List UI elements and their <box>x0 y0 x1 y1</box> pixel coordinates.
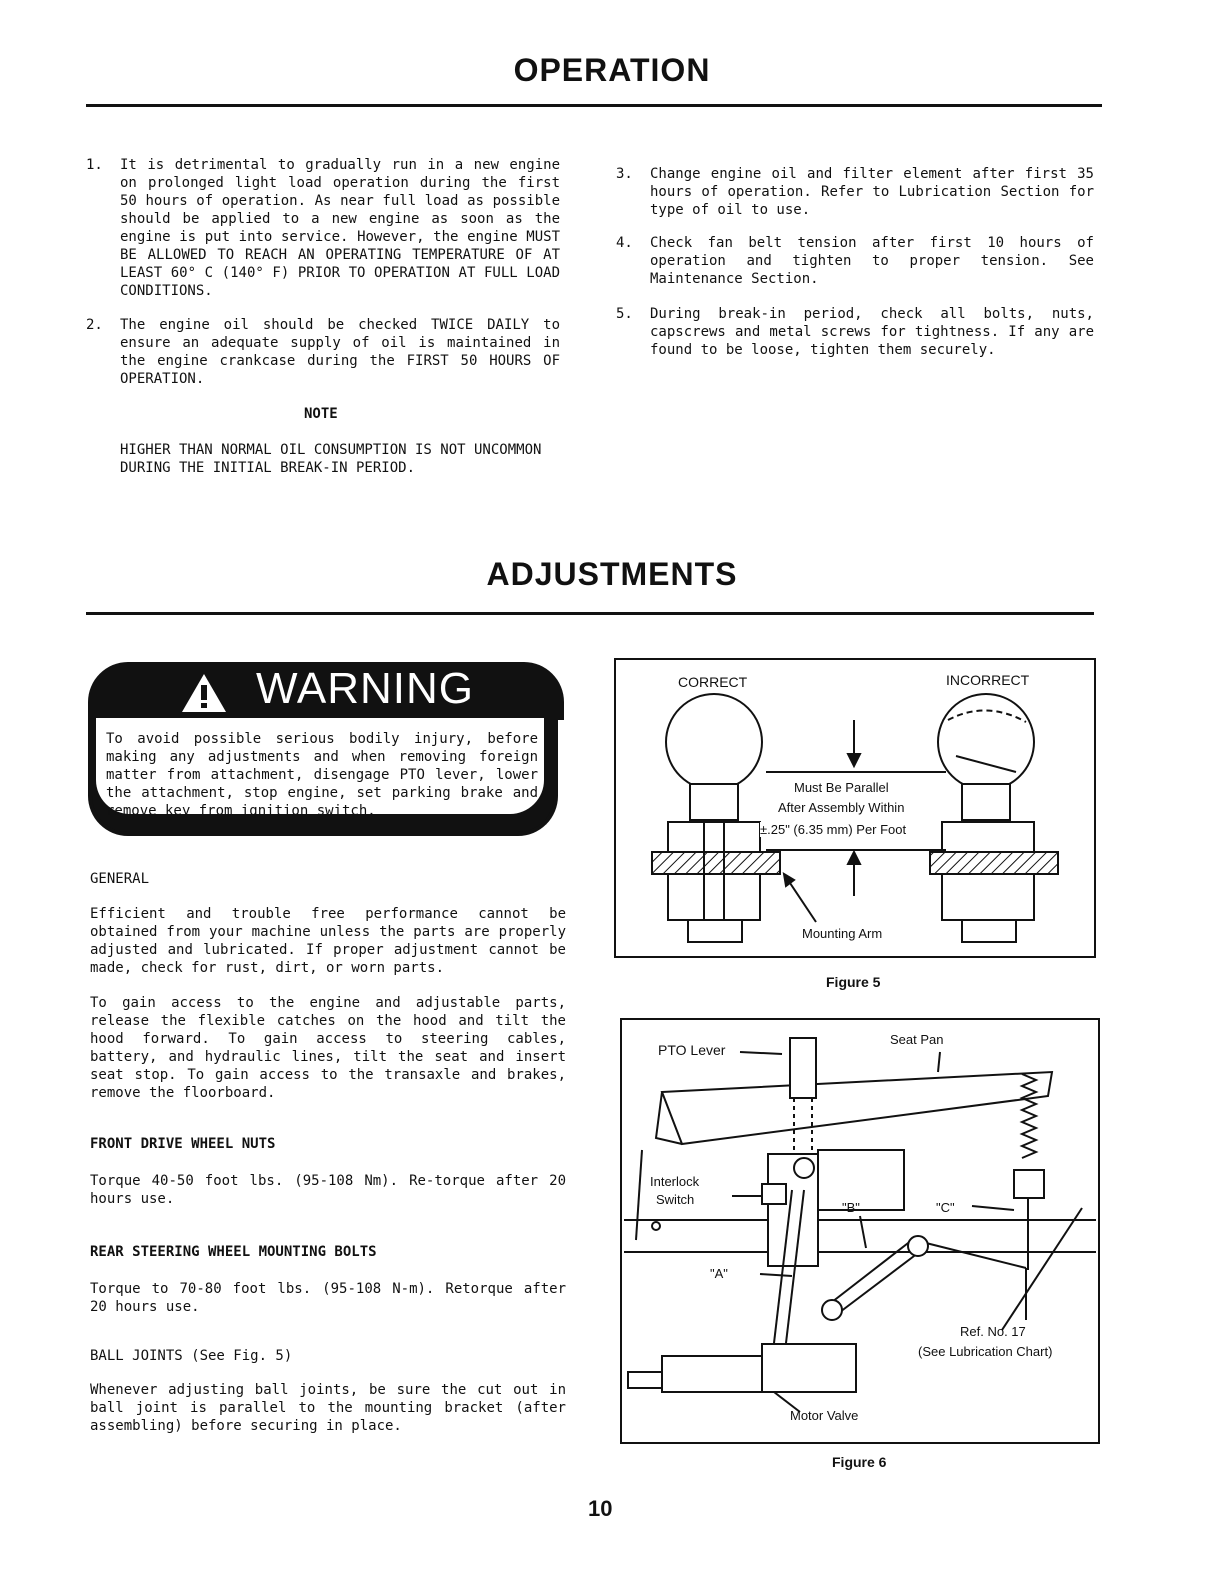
parallel-label-2: After Assembly Within <box>778 800 905 815</box>
rear-wheel-text: Torque to 70-80 foot lbs. (95-108 N-m). Retorque after 20 hours use. <box>90 1281 566 1315</box>
label-c: "C" <box>936 1200 955 1215</box>
adjustments-heading: ADJUSTMENTS <box>486 556 738 592</box>
rear-wheel-title: REAR STEERING WHEEL MOUNTING BOLTS <box>90 1244 377 1260</box>
operation-rule <box>86 104 1102 107</box>
parallel-label-1: Must Be Parallel <box>794 780 889 795</box>
ref-label-2: (See Lubrication Chart) <box>918 1344 1053 1359</box>
label-b: "B" <box>842 1200 860 1215</box>
front-wheel-title: FRONT DRIVE WHEEL NUTS <box>90 1136 276 1152</box>
pto-lever-label: PTO Lever <box>658 1042 726 1058</box>
item-number: 3. <box>616 166 633 182</box>
note-title: NOTE <box>304 406 338 422</box>
ball-joints-text: Whenever adjusting ball joints, be sure the cut out in ball joint is parallel to the mounting bracket (after assembling) before securing in place. <box>90 1382 566 1434</box>
note-text: HIGHER THAN NORMAL OIL CONSUMPTION IS NOT UNCOMMON DURING THE INITIAL BREAK-IN PERIOD. <box>120 442 542 476</box>
correct-label: CORRECT <box>678 674 748 690</box>
ball-joints-title: BALL JOINTS (See Fig. 5) <box>90 1348 293 1364</box>
operation-item-3 <box>616 165 1096 221</box>
warning-title: WARNING <box>256 664 475 713</box>
general-paragraph-1: Efficient and trouble free performance cannot be obtained from your machine unless the parts are properly adjusted and lubricated. If proper adjustment cannot be made, check for rust, dirt, or worn parts. <box>90 906 566 976</box>
item-number: 1. <box>86 157 103 173</box>
warning-box <box>88 662 564 838</box>
page-number: 10 <box>588 1496 613 1521</box>
general-title: GENERAL <box>90 871 150 887</box>
warning-triangle-icon <box>180 672 228 714</box>
figure-5 <box>614 658 1096 958</box>
ref-label-1: Ref. No. 17 <box>960 1324 1026 1339</box>
item-text: The engine oil should be checked TWICE DAILY to ensure an adequate supply of oil is maintained in the engine crankcase during the FIRST 50 HOURS OF OPERATION. <box>120 317 560 387</box>
item-number: 2. <box>86 317 103 333</box>
correct-ball-joint <box>652 694 780 942</box>
item-text: During break-in period, check all bolts, nuts, capscrews and metal screws for tightness. If any are found to be loose, tighten them securely. <box>650 306 1094 358</box>
operation-item-5 <box>616 305 1096 361</box>
figure-6-caption: Figure 6 <box>832 1454 887 1470</box>
incorrect-label: INCORRECT <box>946 672 1030 688</box>
label-a: "A" <box>710 1266 728 1281</box>
operation-item-2 <box>86 316 560 390</box>
figure-6 <box>620 1018 1100 1444</box>
parallel-arrows <box>766 720 946 922</box>
operation-heading: OPERATION <box>513 52 711 88</box>
motor-valve-label: Motor Valve <box>790 1408 859 1423</box>
interlock-label-1: Interlock <box>650 1174 700 1189</box>
item-text: Check fan belt tension after first 10 hours of operation and tighten to proper tension. See Maintenance Section. <box>650 235 1094 287</box>
item-number: 5. <box>616 306 633 322</box>
adjustments-rule <box>86 612 1094 615</box>
incorrect-ball-joint <box>930 694 1058 942</box>
interlock-label-2: Switch <box>656 1192 695 1207</box>
mounting-arm-label: Mounting Arm <box>802 926 883 941</box>
operation-item-1 <box>86 156 560 300</box>
parallel-label-3: ±.25" (6.35 mm) Per Foot <box>760 822 907 837</box>
item-number: 4. <box>616 235 633 251</box>
operation-item-4 <box>616 234 1096 290</box>
warning-text: To avoid possible serious bodily injury, before making any adjustments and when removing foreign matter from attachment, disengage PTO lever, lower the attachment, stop engine, set parking brake and remove key from ignition switch. <box>106 731 538 819</box>
seat-pan-label: Seat Pan <box>890 1032 944 1047</box>
figure-5-caption: Figure 5 <box>826 974 881 990</box>
item-text: Change engine oil and filter element after first 35 hours of operation. Refer to Lubrication Section for type of oil to use. <box>650 166 1094 218</box>
pto-linkage-diagram <box>622 1020 1098 1442</box>
item-text: It is detrimental to gradually run in a new engine on prolonged light load operation during the first 50 hours of operation. As near full load as possible should be applied to a new engine as soon as the engine is put into service. However, the engine MUST BE ALLOWED TO REACH AN OPERATING TEMPERATURE OF AT LEAST 60° C (140° F) PRIOR TO OPERATION AT FULL LOAD CONDITIONS. <box>120 157 560 299</box>
general-paragraph-2: To gain access to the engine and adjustable parts, release the flexible catches on the hood and tilt the hood forward. To gain access to steering cables, battery, and hydraulic lines, tilt the seat and insert seat stop. To gain access to the transaxle and brakes, remove the floorboard. <box>90 995 566 1101</box>
front-wheel-text: Torque 40-50 foot lbs. (95-108 Nm). Re-torque after 20 hours use. <box>90 1173 566 1207</box>
